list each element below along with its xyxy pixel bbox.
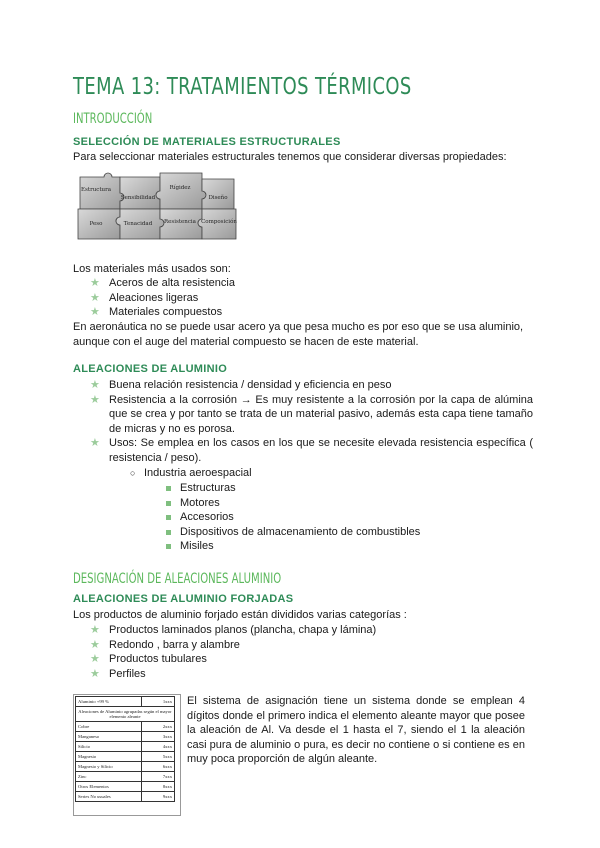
- puzzle-label: Composición: [201, 219, 237, 225]
- table-row: [76, 762, 175, 772]
- materials-list: [73, 276, 543, 320]
- puzzle-label: Diseño: [208, 195, 228, 201]
- square-bullet-icon: [166, 501, 171, 506]
- list-item: ★ Redondo , barra y alambre: [90, 638, 240, 651]
- table-cell: Magnesio y Silicio: [76, 762, 142, 772]
- table-cell: Otros Elementos: [76, 782, 142, 792]
- forged-paragraph: Los productos de aluminio forjado están divididos varias categorías :: [73, 609, 407, 621]
- star-bullet-icon: ★: [90, 437, 100, 450]
- table-cell: Zinc: [76, 772, 142, 782]
- list-item: ★ Resistencia a la corrosión → Es muy resistente a la corrosión por la capa de alúmina que se crea y por tanto se trata de un material pasivo, además esta capa tiene tamaño de micras y no es porosa.: [90, 393, 533, 435]
- section-heading-designation: DESIGNACIÓN DE ALEACIONES ALUMINIO: [73, 571, 282, 587]
- table-cell: 4xxx: [142, 742, 175, 752]
- star-bullet-icon: ★: [90, 653, 100, 666]
- square-bullet-icon: [166, 544, 171, 549]
- aluminium-bullets: [73, 378, 533, 466]
- list-item: Motores: [73, 496, 533, 511]
- table-cell: Aluminio +99 %: [76, 697, 142, 707]
- table-cell: Aleaciones de Aluminio agrupadas según el mayor elemento aleante: [76, 707, 175, 722]
- table-row: [76, 792, 175, 802]
- materials-intro: Los materiales más usados son:: [73, 263, 231, 275]
- table-row: [76, 742, 175, 752]
- list-item: Misiles: [73, 539, 533, 554]
- table-cell: 2xxx: [142, 722, 175, 732]
- star-bullet-icon: ★: [90, 624, 100, 636]
- table-row: [76, 752, 175, 762]
- puzzle-piece: [156, 173, 206, 209]
- puzzle-label: Tenacidad: [123, 221, 153, 227]
- puzzle-piece: [120, 177, 160, 209]
- table-cell: Series No usuales: [76, 792, 142, 802]
- table-cell: Manganeso: [76, 732, 142, 742]
- subheading-materials-selection: SELECCIÓN DE MATERIALES ESTRUCTURALES: [73, 136, 341, 148]
- star-bullet-icon: ★: [90, 277, 100, 289]
- puzzle-label: Sensibilidad: [120, 195, 156, 201]
- table-cell: 3xxx: [142, 732, 175, 742]
- list-item: Estructuras: [73, 481, 533, 496]
- table-row: [76, 782, 175, 792]
- intro-paragraph: Para seleccionar materiales estructurales tenemos que considerar diversas propiedades:: [73, 151, 507, 163]
- page-title: TEMA 13: TRATAMIENTOS TÉRMICOS: [73, 74, 412, 100]
- table-cell: 5xxx: [142, 752, 175, 762]
- section-heading-intro: INTRODUCCIÓN: [73, 111, 153, 127]
- list-item: ★ Perfiles: [90, 667, 146, 680]
- table-cell: Cobre: [76, 722, 142, 732]
- list-item: ○ Industria aeroespacial: [130, 467, 252, 479]
- star-bullet-icon: ★: [90, 393, 100, 406]
- circle-bullet-icon: ○: [130, 468, 136, 478]
- star-bullet-icon: ★: [90, 291, 100, 304]
- list-item: ★ Productos laminados planos (plancha, chapa y lámina): [90, 624, 377, 636]
- table-cell: Magnesio: [76, 752, 142, 762]
- puzzle-label: Rígidez: [169, 185, 191, 191]
- aeronautics-paragraph: En aeronáutica no se puede usar acero ya que pesa mucho es por eso que se usa aluminio, aunque con el auge del material compuesto se hacen de este material.: [73, 321, 524, 348]
- table-cell: 7xxx: [142, 772, 175, 782]
- list-item: ★ Aleaciones ligeras: [90, 291, 199, 304]
- table-row: [76, 772, 175, 782]
- industry-list: [73, 466, 533, 481]
- square-bullet-icon: [166, 486, 171, 491]
- star-bullet-icon: ★: [90, 306, 100, 319]
- star-bullet-icon: ★: [90, 379, 100, 391]
- subheading-forged-alloys: ALEACIONES DE ALUMINIO FORJADAS: [73, 593, 294, 605]
- square-bullet-icon: [166, 530, 171, 535]
- table-row: [76, 697, 175, 707]
- uses-list: [73, 481, 533, 554]
- table-cell: Silicio: [76, 742, 142, 752]
- square-bullet-icon: [166, 515, 171, 520]
- table-cell: 9xxx: [142, 792, 175, 802]
- alloy-designation-table: [75, 696, 175, 802]
- star-bullet-icon: ★: [90, 667, 100, 680]
- table-cell: 1xxx: [142, 697, 175, 707]
- list-item: ★ Buena relación resistencia / densidad y eficiencia en peso: [90, 379, 392, 391]
- list-item: ★ Usos: Se emplea en los casos en los que se necesite elevada resistencia específica ( resistencia / peso).: [90, 437, 533, 464]
- table-cell: 8xxx: [142, 782, 175, 792]
- star-bullet-icon: ★: [90, 638, 100, 651]
- list-item: Accesorios: [73, 510, 533, 525]
- designation-side-text: El sistema de asignación tiene un sistema donde se emplean 4 dígitos donde el primero indica el elemento aleante mayor que posee la aleación de Al. Va desde el 1 hasta el 7, siendo el 1 la aleación casi pura de aluminio o pura, es decir no contiene o si contiene es en muy poca proporción de algún aleante.: [187, 695, 525, 766]
- list-item: ★ Materiales compuestos: [90, 306, 223, 319]
- puzzle-pieces: [78, 173, 236, 239]
- puzzle-piece: [202, 179, 234, 209]
- puzzle-label: Estructura: [81, 187, 111, 193]
- list-item: Dispositivos de almacenamiento de combustibles: [73, 525, 533, 540]
- puzzle-label: Resistencia: [164, 219, 196, 225]
- puzzle-label: Peso: [89, 221, 103, 227]
- list-item: ★ Aceros de alta resistencia: [90, 277, 235, 289]
- table-row: [76, 722, 175, 732]
- table-row: [76, 732, 175, 742]
- subheading-aluminium-alloys: ALEACIONES DE ALUMINIO: [73, 363, 228, 375]
- table-row: [76, 707, 175, 722]
- list-item: ★ Productos tubulares: [90, 653, 207, 666]
- table-cell: 6xxx: [142, 762, 175, 772]
- properties-puzzle-image: [74, 165, 238, 245]
- products-list: [73, 623, 533, 681]
